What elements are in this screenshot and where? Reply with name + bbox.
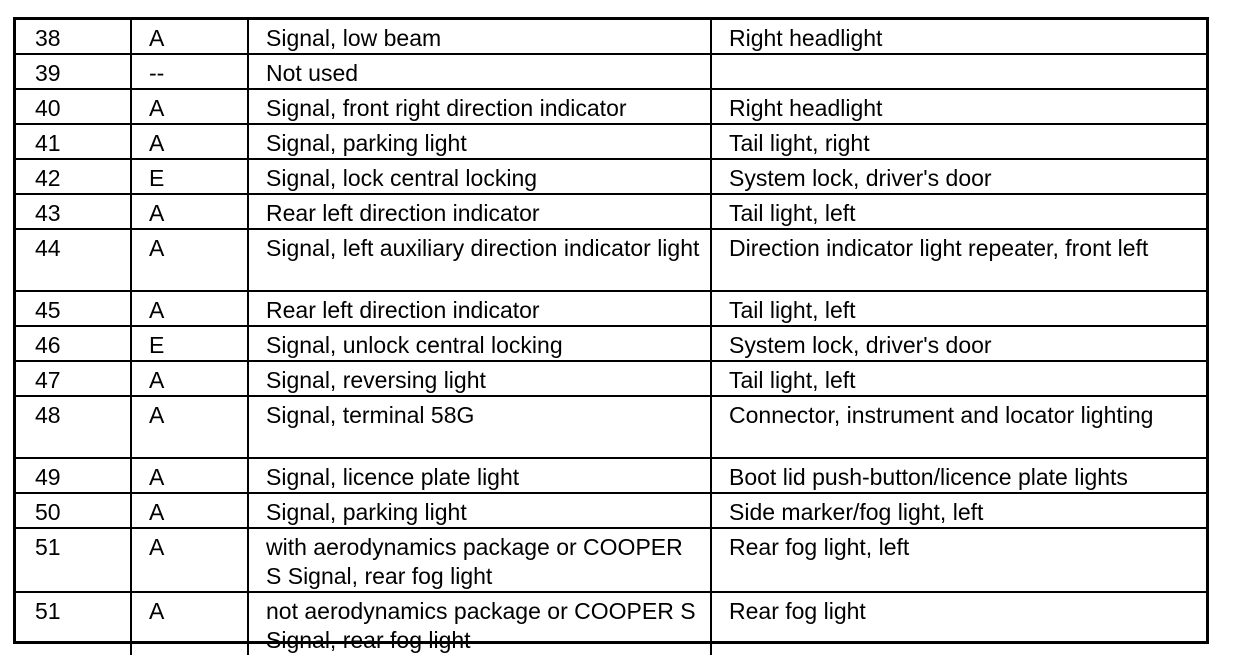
location-cell: System lock, driver's door xyxy=(711,159,1209,194)
pin-cell: 38 xyxy=(16,20,131,54)
location-cell: Side marker/fog light, left xyxy=(711,493,1209,528)
table-row xyxy=(16,54,1209,89)
table-row xyxy=(16,493,1209,528)
location-cell: Tail light, left xyxy=(711,194,1209,229)
type-cell: A xyxy=(131,124,248,159)
type-cell: A xyxy=(131,194,248,229)
description-cell: Rear left direction indicator xyxy=(248,291,711,326)
table-row xyxy=(16,592,1209,655)
pin-cell: 51 xyxy=(16,528,131,592)
pin-cell: 43 xyxy=(16,194,131,229)
pin-cell: 48 xyxy=(16,396,131,458)
type-cell: A xyxy=(131,89,248,124)
description-cell: Signal, unlock central locking xyxy=(248,326,711,361)
description-cell: Signal, reversing light xyxy=(248,361,711,396)
pin-cell: 46 xyxy=(16,326,131,361)
description-cell: Signal, licence plate light xyxy=(248,458,711,493)
type-cell: E xyxy=(131,159,248,194)
pin-cell: 47 xyxy=(16,361,131,396)
table-row xyxy=(16,396,1209,458)
pin-cell: 44 xyxy=(16,229,131,291)
type-cell: -- xyxy=(131,54,248,89)
pin-assignment-table xyxy=(16,20,1209,655)
pin-cell: 40 xyxy=(16,89,131,124)
table-row xyxy=(16,458,1209,493)
location-cell xyxy=(711,54,1209,89)
table-row xyxy=(16,528,1209,592)
pin-cell: 39 xyxy=(16,54,131,89)
type-cell: A xyxy=(131,592,248,655)
description-cell: Signal, low beam xyxy=(248,20,711,54)
description-cell: Signal, terminal 58G xyxy=(248,396,711,458)
pin-cell: 45 xyxy=(16,291,131,326)
table-row xyxy=(16,124,1209,159)
description-cell: Signal, parking light xyxy=(248,493,711,528)
table-row xyxy=(16,89,1209,124)
table-row xyxy=(16,361,1209,396)
type-cell: A xyxy=(131,20,248,54)
table-row xyxy=(16,291,1209,326)
type-cell: A xyxy=(131,361,248,396)
location-cell: Right headlight xyxy=(711,20,1209,54)
location-cell: Right headlight xyxy=(711,89,1209,124)
location-cell: Connector, instrument and locator lighting xyxy=(711,396,1209,458)
pin-cell: 42 xyxy=(16,159,131,194)
description-cell: Signal, lock central locking xyxy=(248,159,711,194)
pin-assignment-table-frame xyxy=(13,17,1209,653)
location-cell: Rear fog light xyxy=(711,592,1209,655)
pin-cell: 51 xyxy=(16,592,131,655)
description-cell: Not used xyxy=(248,54,711,89)
type-cell: A xyxy=(131,229,248,291)
type-cell: E xyxy=(131,326,248,361)
table-row xyxy=(16,229,1209,291)
location-cell: System lock, driver's door xyxy=(711,326,1209,361)
type-cell: A xyxy=(131,291,248,326)
type-cell: A xyxy=(131,493,248,528)
location-cell: Tail light, right xyxy=(711,124,1209,159)
location-cell: Direction indicator light repeater, front left xyxy=(711,229,1209,291)
location-cell: Tail light, left xyxy=(711,361,1209,396)
pin-cell: 49 xyxy=(16,458,131,493)
description-cell: Rear left direction indicator xyxy=(248,194,711,229)
description-cell: with aerodynamics package or COOPER S Signal, rear fog light xyxy=(248,528,711,592)
location-cell: Rear fog light, left xyxy=(711,528,1209,592)
pin-cell: 41 xyxy=(16,124,131,159)
pin-cell: 50 xyxy=(16,493,131,528)
table-row xyxy=(16,194,1209,229)
type-cell: A xyxy=(131,528,248,592)
type-cell: A xyxy=(131,396,248,458)
description-cell: not aerodynamics package or COOPER S Signal, rear fog light xyxy=(248,592,711,655)
table-row xyxy=(16,159,1209,194)
description-cell: Signal, left auxiliary direction indicator light xyxy=(248,229,711,291)
description-cell: Signal, front right direction indicator xyxy=(248,89,711,124)
location-cell: Boot lid push-button/licence plate lights xyxy=(711,458,1209,493)
table-row xyxy=(16,20,1209,54)
location-cell: Tail light, left xyxy=(711,291,1209,326)
type-cell: A xyxy=(131,458,248,493)
description-cell: Signal, parking light xyxy=(248,124,711,159)
table-row xyxy=(16,326,1209,361)
